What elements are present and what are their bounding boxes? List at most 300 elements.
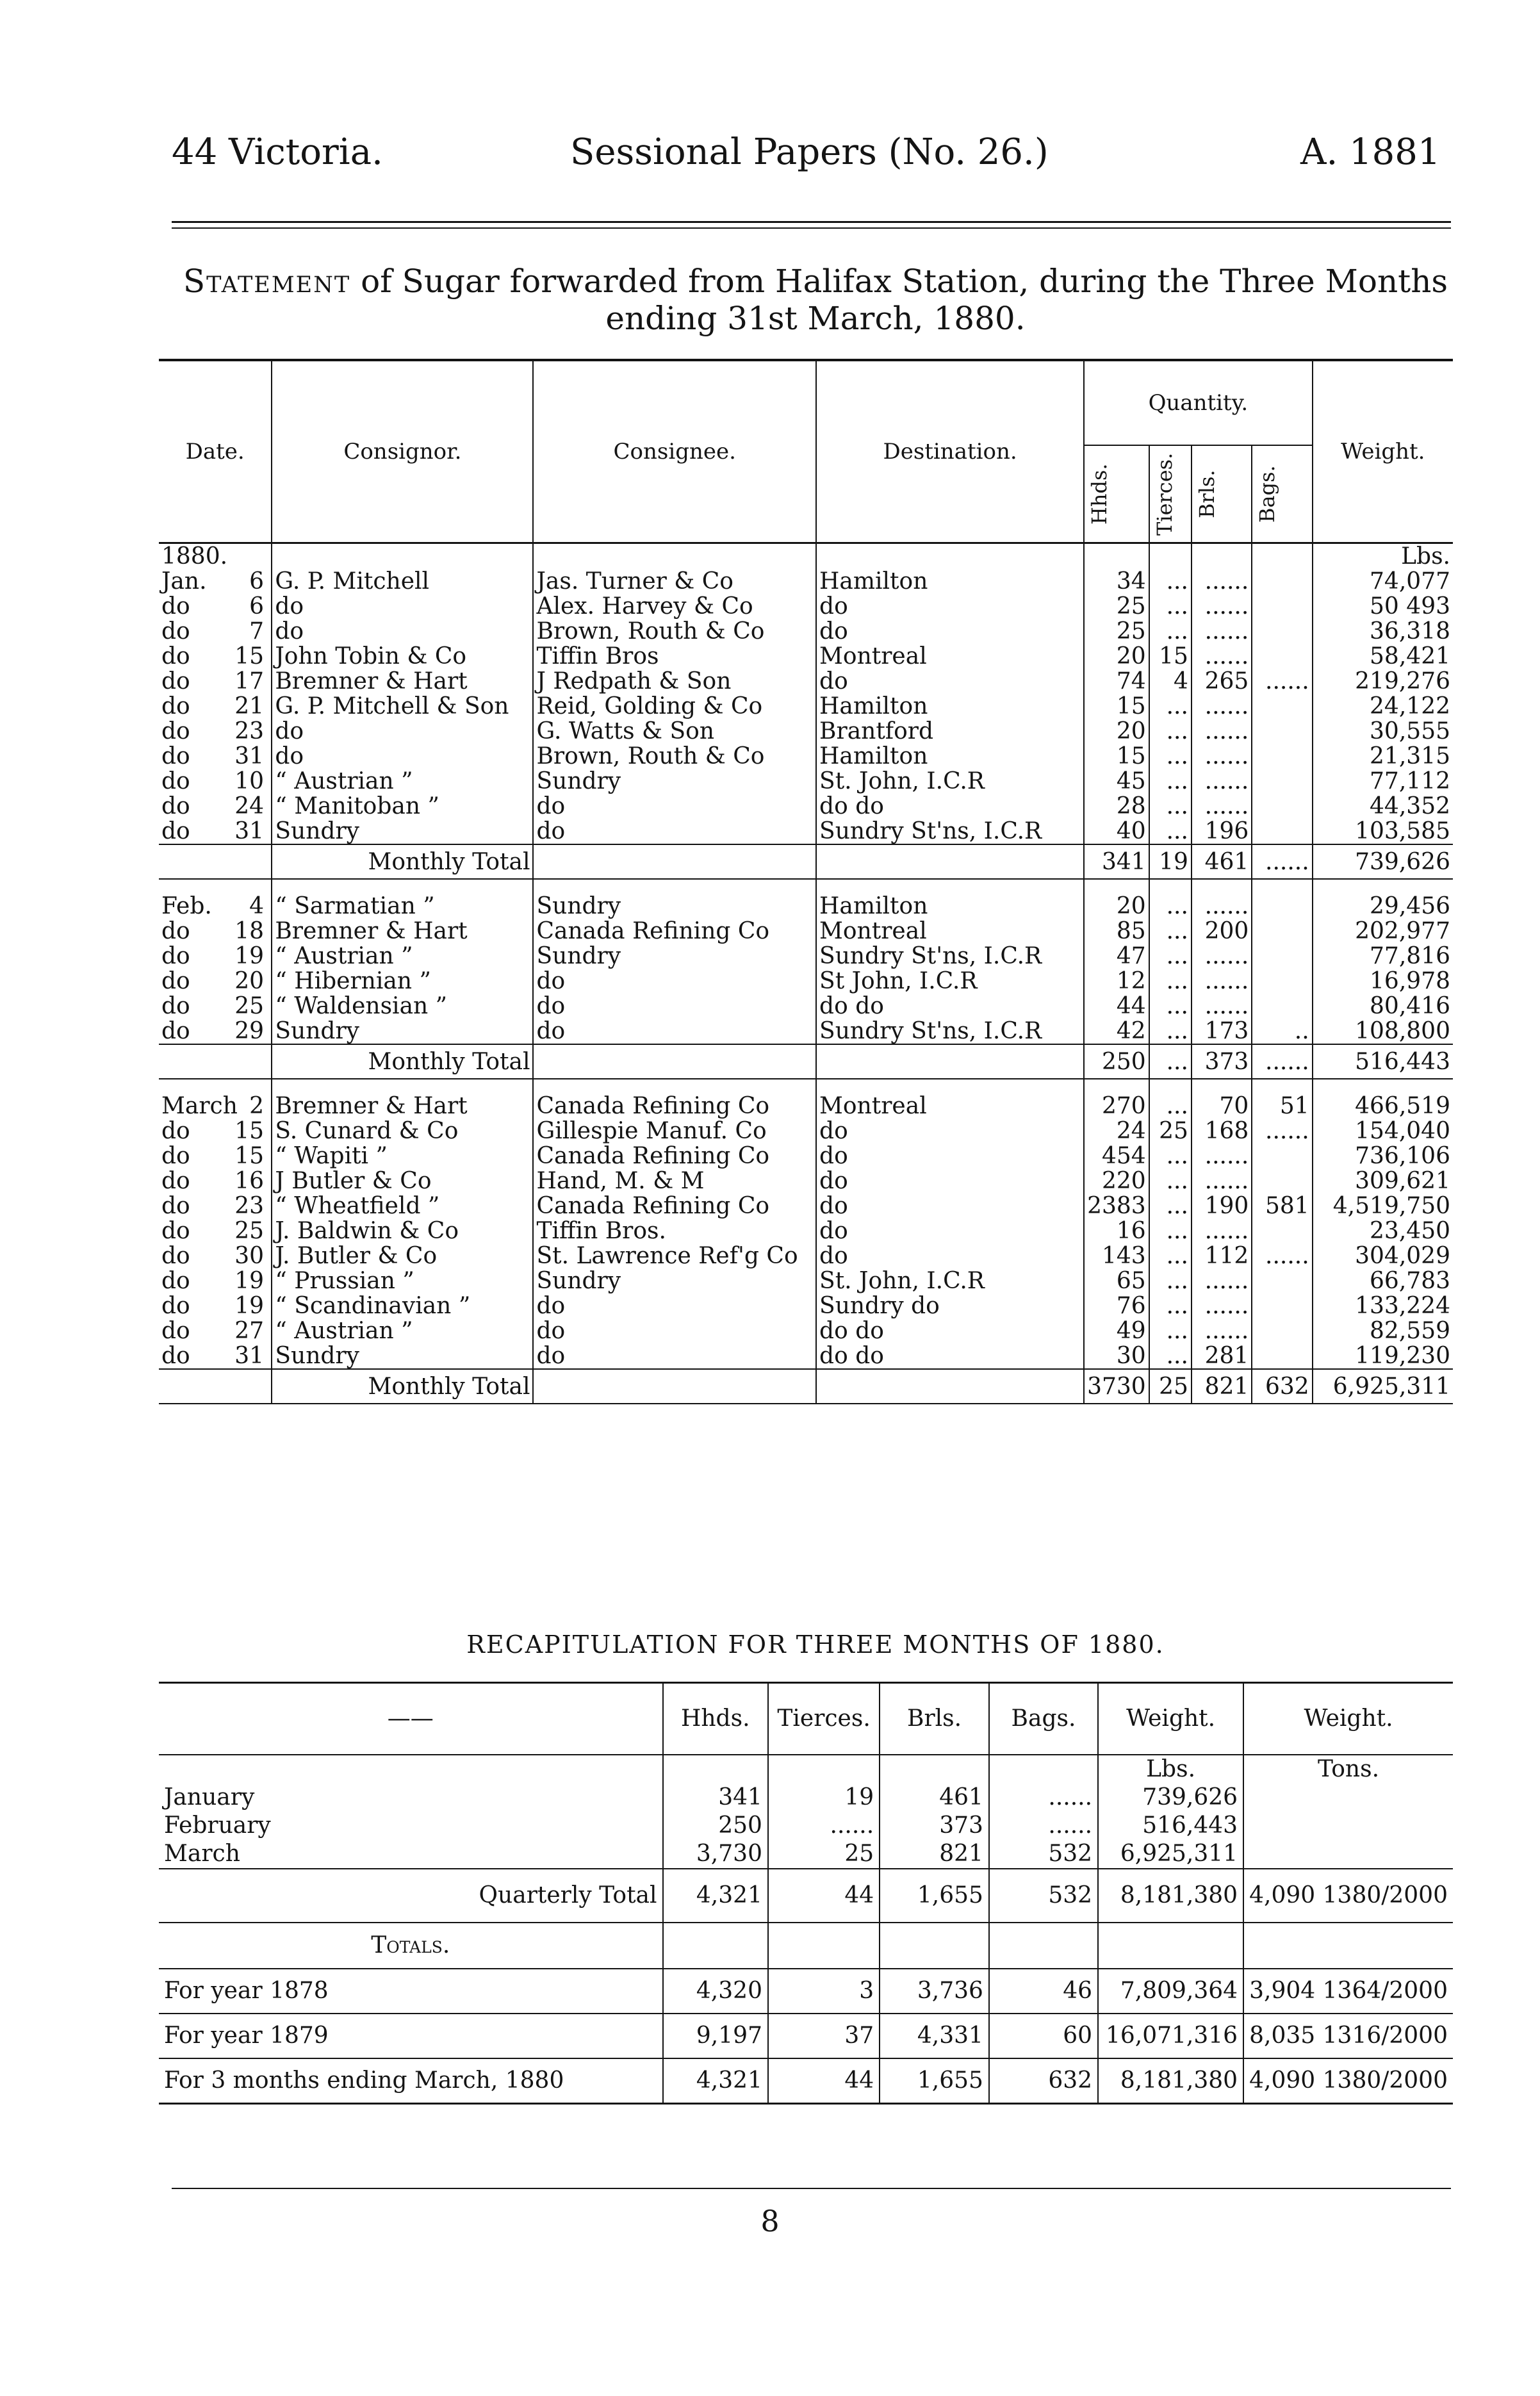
tierces-cell: ... — [1149, 894, 1192, 919]
totals-heading: Totals. — [371, 1932, 450, 1958]
date-cell — [159, 644, 272, 669]
table-row — [159, 669, 1453, 694]
monthly-total-label: Monthly Total — [272, 1369, 533, 1404]
recap-bags-cell: ...... — [989, 1812, 1098, 1840]
consignee-cell: do — [533, 1019, 816, 1044]
hhds-cell: 74 — [1084, 669, 1149, 694]
recap-hhds-cell: 3,730 — [663, 1840, 768, 1869]
destination-cell: Hamilton — [816, 744, 1084, 769]
recap-hhds-cell: 250 — [663, 1812, 768, 1840]
hhds-cell: 20 — [1084, 719, 1149, 744]
destination-cell: do — [816, 1194, 1084, 1219]
brls-cell: 821 — [1192, 1369, 1252, 1404]
recap-lbs-cell: 6,925,311 — [1098, 1840, 1243, 1869]
weight-unit: Lbs. — [1313, 543, 1453, 570]
hhds-cell: 24 — [1084, 1119, 1149, 1144]
hhds-cell: 85 — [1084, 919, 1149, 944]
day-label: 19 — [234, 943, 264, 969]
month-label: do — [161, 993, 190, 1019]
brls-cell: ...... — [1192, 944, 1252, 969]
hhds-cell: 49 — [1084, 1318, 1149, 1343]
day-label: 6 — [249, 568, 264, 595]
consignor-cell: “ Austrian ” — [272, 944, 533, 969]
monthly-total-label: Monthly Total — [272, 844, 533, 879]
table-row — [159, 1219, 1453, 1243]
bags-cell — [1252, 744, 1312, 769]
recap-lbs-cell: 7,809,364 — [1098, 1969, 1243, 2014]
date-cell — [159, 719, 272, 744]
consignee-cell: do — [533, 969, 816, 994]
brls-cell: ...... — [1192, 569, 1252, 594]
tierces-cell: 19 — [1149, 844, 1192, 879]
tierces-cell: ... — [1149, 769, 1192, 794]
monthly-total-label: Monthly Total — [272, 1044, 533, 1079]
consignor-cell: S. Cunard & Co — [272, 1119, 533, 1144]
month-label: do — [161, 1118, 190, 1144]
recap-col-weight-lbs: Weight. — [1098, 1683, 1243, 1755]
recap-hhds-cell: 4,320 — [663, 1969, 768, 2014]
month-label: do — [161, 693, 190, 719]
col-consignor: Consignor. — [272, 360, 533, 543]
weight-cell: 77,112 — [1313, 769, 1453, 794]
recap-table — [159, 1682, 1453, 2105]
recap-tierces-cell: 37 — [768, 2014, 880, 2058]
recap-month-row — [159, 1784, 1453, 1812]
consignor-cell: do — [272, 594, 533, 619]
consignor-cell: “ Austrian ” — [272, 1318, 533, 1343]
bags-cell — [1252, 1343, 1312, 1369]
date-cell — [159, 819, 272, 844]
month-label: do — [161, 943, 190, 969]
day-label: 29 — [234, 1018, 264, 1044]
recap-bags-cell: 632 — [989, 2058, 1098, 2103]
month-label: do — [161, 1293, 190, 1319]
date-cell — [159, 894, 272, 919]
brls-cell: ...... — [1192, 619, 1252, 644]
consignee-cell: Brown, Routh & Co — [533, 744, 816, 769]
month-label: do — [161, 1143, 190, 1169]
date-cell — [159, 1293, 272, 1318]
hhds-cell: 76 — [1084, 1293, 1149, 1318]
consignee-cell: Jas. Turner & Co — [533, 569, 816, 594]
leader-cell — [533, 1044, 816, 1079]
weight-cell: 736,106 — [1313, 1144, 1453, 1169]
consignor-cell: Bremner & Hart — [272, 1094, 533, 1119]
recap-tons-cell — [1243, 1840, 1453, 1869]
recap-tons-cell — [1243, 1784, 1453, 1812]
tierces-cell: ... — [1149, 1019, 1192, 1044]
table-row — [159, 619, 1453, 644]
recap-tierces-cell: 3 — [768, 1969, 880, 2014]
recap-month-row — [159, 1812, 1453, 1840]
recap-unit-lbs: Lbs. — [1098, 1755, 1243, 1784]
weight-cell: 516,443 — [1313, 1044, 1453, 1079]
leader-cell — [533, 844, 816, 879]
recap-bags-cell: ...... — [989, 1784, 1098, 1812]
recap-lbs-cell: 739,626 — [1098, 1784, 1243, 1812]
consignor-cell: do — [272, 619, 533, 644]
date-cell — [159, 944, 272, 969]
hhds-cell: 20 — [1084, 644, 1149, 669]
hhds-cell: 45 — [1084, 769, 1149, 794]
recap-tierces-cell: 44 — [768, 1869, 880, 1923]
recap-tons-cell — [1243, 1812, 1453, 1840]
destination-cell: Montreal — [816, 919, 1084, 944]
recap-bags-cell: 532 — [989, 1840, 1098, 1869]
tierces-cell: ... — [1149, 1044, 1192, 1079]
footer-rule — [172, 2188, 1451, 2189]
tierces-cell: ... — [1149, 1243, 1192, 1268]
total-date-cell — [159, 844, 272, 879]
tierces-cell: ... — [1149, 1194, 1192, 1219]
weight-cell: 21,315 — [1313, 744, 1453, 769]
destination-cell: Hamilton — [816, 569, 1084, 594]
table-row — [159, 1169, 1453, 1194]
recap-hhds-cell: 341 — [663, 1784, 768, 1812]
col-date: Date. — [185, 438, 245, 464]
consignee-cell: Sundry — [533, 1268, 816, 1293]
weight-cell: 36,318 — [1313, 619, 1453, 644]
day-label: 30 — [234, 1243, 264, 1269]
table-row — [159, 769, 1453, 794]
bags-cell — [1252, 1219, 1312, 1243]
bags-cell: ...... — [1252, 844, 1312, 879]
col-weight: Weight. — [1313, 360, 1453, 543]
bags-cell — [1252, 594, 1312, 619]
destination-cell: Sundry St'ns, I.C.R — [816, 944, 1084, 969]
brls-cell: 200 — [1192, 919, 1252, 944]
brls-cell: ...... — [1192, 994, 1252, 1019]
consignee-cell: Reid, Golding & Co — [533, 694, 816, 719]
brls-cell: ...... — [1192, 894, 1252, 919]
recap-tons-cell: 3,904 1364/2000 — [1243, 1969, 1453, 2014]
consignee-cell: Sundry — [533, 769, 816, 794]
table-row — [159, 969, 1453, 994]
recap-month-row-label: February — [164, 1812, 271, 1839]
consignor-cell: “ Prussian ” — [272, 1268, 533, 1293]
weight-cell: 304,029 — [1313, 1243, 1453, 1268]
col-hhds: Hhds. — [1087, 463, 1112, 525]
leader-cell — [533, 1369, 816, 1404]
hhds-cell: 270 — [1084, 1094, 1149, 1119]
date-cell — [159, 1119, 272, 1144]
tierces-cell: ... — [1149, 944, 1192, 969]
hhds-cell: 3730 — [1084, 1369, 1149, 1404]
hhds-cell: 20 — [1084, 894, 1149, 919]
recap-brls-cell: 373 — [880, 1812, 989, 1840]
brls-cell: ...... — [1192, 594, 1252, 619]
day-label: 21 — [234, 693, 264, 719]
empty-cell — [1098, 1923, 1243, 1969]
header-center: Sessional Papers (No. 26.) — [570, 131, 1049, 173]
date-cell — [159, 1268, 272, 1293]
weight-cell: 108,800 — [1313, 1019, 1453, 1044]
day-label: 4 — [249, 893, 264, 919]
recap-brls-cell: 821 — [880, 1840, 989, 1869]
col-consignee: Consignee. — [533, 360, 816, 543]
recap-bags-cell: 532 — [989, 1869, 1098, 1923]
monthly-total-row — [159, 1369, 1453, 1404]
destination-cell: do — [816, 1119, 1084, 1144]
table-row — [159, 1019, 1453, 1044]
destination-cell: St. John, I.C.R — [816, 1268, 1084, 1293]
month-label: Feb. — [161, 893, 212, 919]
brls-cell: ...... — [1192, 1219, 1252, 1243]
recap-col-hhds: Hhds. — [663, 1683, 768, 1755]
totals-row-label: For 3 months ending March, 1880 — [164, 2067, 564, 2094]
date-cell — [159, 969, 272, 994]
bags-cell — [1252, 1318, 1312, 1343]
table-row — [159, 944, 1453, 969]
sugar-statement-table — [159, 359, 1453, 1404]
table-row — [159, 894, 1453, 919]
destination-cell: do — [816, 594, 1084, 619]
day-label: 31 — [234, 743, 264, 769]
bags-cell: ...... — [1252, 669, 1312, 694]
title-lead: Statement — [183, 263, 351, 300]
tierces-cell: ... — [1149, 1219, 1192, 1243]
hhds-cell: 30 — [1084, 1343, 1149, 1369]
hhds-cell: 15 — [1084, 694, 1149, 719]
consignee-cell: Gillespie Manuf. Co — [533, 1119, 816, 1144]
bags-cell — [1252, 994, 1312, 1019]
recap-brls-cell: 1,655 — [880, 1869, 989, 1923]
destination-cell: do — [816, 1144, 1084, 1169]
recap-col-weight-tons: Weight. — [1243, 1683, 1453, 1755]
date-cell — [159, 1019, 272, 1044]
destination-cell: do — [816, 619, 1084, 644]
brls-cell: 168 — [1192, 1119, 1252, 1144]
date-cell — [159, 1194, 272, 1219]
weight-cell: 44,352 — [1313, 794, 1453, 819]
bags-cell — [1252, 1144, 1312, 1169]
day-label: 19 — [234, 1293, 264, 1319]
table-row — [159, 569, 1453, 594]
leader-cell — [816, 844, 1084, 879]
hhds-cell: 65 — [1084, 1268, 1149, 1293]
bags-cell — [1252, 894, 1312, 919]
consignee-cell: do — [533, 1318, 816, 1343]
brls-cell: ...... — [1192, 1318, 1252, 1343]
month-label: do — [161, 768, 190, 794]
destination-cell: Montreal — [816, 644, 1084, 669]
date-cell — [159, 994, 272, 1019]
bags-cell — [1252, 619, 1312, 644]
date-cell — [159, 619, 272, 644]
weight-cell: 29,456 — [1313, 894, 1453, 919]
destination-cell: Hamilton — [816, 694, 1084, 719]
consignee-cell: Canada Refining Co — [533, 1144, 816, 1169]
title-rest: of Sugar forwarded from Halifax Station, during the Three Months ending 31st March, 1880. — [350, 263, 1448, 337]
hhds-cell: 25 — [1084, 619, 1149, 644]
consignee-cell: Canada Refining Co — [533, 919, 816, 944]
consignor-cell: Bremner & Hart — [272, 919, 533, 944]
day-label: 20 — [234, 968, 264, 994]
hhds-cell: 2383 — [1084, 1194, 1149, 1219]
recap-unit-tons: Tons. — [1243, 1755, 1453, 1784]
table-row — [159, 594, 1453, 619]
tierces-cell: 15 — [1149, 644, 1192, 669]
weight-cell: 30,555 — [1313, 719, 1453, 744]
consignor-cell: “ Wheatfield ” — [272, 1194, 533, 1219]
bags-cell: 581 — [1252, 1194, 1312, 1219]
weight-cell: 23,450 — [1313, 1219, 1453, 1243]
day-label: 24 — [234, 793, 264, 819]
recap-col-brls: Brls. — [880, 1683, 989, 1755]
day-label: 23 — [234, 718, 264, 744]
recap-lbs-cell: 516,443 — [1098, 1812, 1243, 1840]
weight-cell: 4,519,750 — [1313, 1194, 1453, 1219]
table-row — [159, 694, 1453, 719]
consignor-cell: John Tobin & Co — [272, 644, 533, 669]
col-brls: Brls. — [1194, 470, 1219, 518]
totals-row-label: For year 1879 — [164, 2023, 329, 2049]
weight-cell: 24,122 — [1313, 694, 1453, 719]
table-row — [159, 644, 1453, 669]
tierces-cell: ... — [1149, 1318, 1192, 1343]
tierces-cell: ... — [1149, 1144, 1192, 1169]
recap-title: RECAPITULATION FOR THREE MONTHS OF 1880. — [466, 1630, 1165, 1659]
tierces-cell: ... — [1149, 1343, 1192, 1369]
recap-lbs-cell: 8,181,380 — [1098, 1869, 1243, 1923]
weight-cell: 119,230 — [1313, 1343, 1453, 1369]
consignor-cell: “ Sarmatian ” — [272, 894, 533, 919]
destination-cell: Brantford — [816, 719, 1084, 744]
date-cell — [159, 1169, 272, 1194]
consignee-cell: J Redpath & Son — [533, 669, 816, 694]
bags-cell — [1252, 694, 1312, 719]
month-label: do — [161, 1218, 190, 1244]
recap-brls-cell: 1,655 — [880, 2058, 989, 2103]
weight-cell: 202,977 — [1313, 919, 1453, 944]
consignor-cell: do — [272, 744, 533, 769]
recap-tons-cell: 4,090 1380/2000 — [1243, 1869, 1453, 1923]
recap-col-tierces: Tierces. — [768, 1683, 880, 1755]
tierces-cell: ... — [1149, 694, 1192, 719]
weight-cell: 82,559 — [1313, 1318, 1453, 1343]
bags-cell — [1252, 1293, 1312, 1318]
header-right: A. 1881 — [1300, 131, 1441, 173]
date-cell — [159, 694, 272, 719]
col-destination: Destination. — [816, 360, 1084, 543]
empty-cell — [768, 1923, 880, 1969]
day-label: 2 — [249, 1093, 264, 1119]
destination-cell: do do — [816, 1318, 1084, 1343]
month-label: do — [161, 1268, 190, 1294]
spacer-row — [159, 1079, 1453, 1094]
month-label: do — [161, 1243, 190, 1269]
brls-cell: 70 — [1192, 1094, 1252, 1119]
brls-cell: ...... — [1192, 1268, 1252, 1293]
recap-lbs-cell: 8,181,380 — [1098, 2058, 1243, 2103]
destination-cell: do do — [816, 794, 1084, 819]
consignor-cell: “ Austrian ” — [272, 769, 533, 794]
bags-cell: .. — [1252, 1019, 1312, 1044]
consignor-cell: Sundry — [272, 1343, 533, 1369]
table-row — [159, 719, 1453, 744]
hhds-cell: 34 — [1084, 569, 1149, 594]
consignee-cell: Canada Refining Co — [533, 1194, 816, 1219]
bags-cell — [1252, 969, 1312, 994]
tierces-cell: ... — [1149, 619, 1192, 644]
leader-cell — [816, 1369, 1084, 1404]
tierces-cell: ... — [1149, 794, 1192, 819]
month-label: do — [161, 593, 190, 620]
brls-cell: ...... — [1192, 794, 1252, 819]
month-label: do — [161, 1318, 190, 1344]
brls-cell: ...... — [1192, 1169, 1252, 1194]
recap-bags-cell: 46 — [989, 1969, 1098, 2014]
consignee-cell: Sundry — [533, 894, 816, 919]
hhds-cell: 40 — [1084, 819, 1149, 844]
destination-cell: Sundry do — [816, 1293, 1084, 1318]
hhds-cell: 15 — [1084, 744, 1149, 769]
totals-row-label: For year 1878 — [164, 1978, 329, 2004]
destination-cell: Sundry St'ns, I.C.R — [816, 1019, 1084, 1044]
consignee-cell: do — [533, 994, 816, 1019]
date-cell — [159, 769, 272, 794]
brls-cell: ...... — [1192, 744, 1252, 769]
year-label: 1880. — [161, 543, 228, 570]
weight-cell: 133,224 — [1313, 1293, 1453, 1318]
bags-cell — [1252, 719, 1312, 744]
quarterly-total-row-label: Quarterly Total — [479, 1882, 657, 1908]
table-row — [159, 1343, 1453, 1369]
recap-brls-cell: 4,331 — [880, 2014, 989, 2058]
consignor-cell: Sundry — [272, 819, 533, 844]
date-cell — [159, 669, 272, 694]
month-label: do — [161, 643, 190, 669]
consignor-cell: G. P. Mitchell & Son — [272, 694, 533, 719]
month-label: Jan. — [161, 568, 207, 595]
consignee-cell: Hand, M. & M — [533, 1169, 816, 1194]
table-row — [159, 1119, 1453, 1144]
tierces-cell: ... — [1149, 1094, 1192, 1119]
empty-cell — [880, 1923, 989, 1969]
month-label: do — [161, 618, 190, 644]
weight-cell: 466,519 — [1313, 1094, 1453, 1119]
recap-hhds-cell: 9,197 — [663, 2014, 768, 2058]
destination-cell: Hamilton — [816, 894, 1084, 919]
table-row — [159, 1094, 1453, 1119]
recap-tons-cell: 8,035 1316/2000 — [1243, 2014, 1453, 2058]
consignee-cell: do — [533, 1343, 816, 1369]
tierces-cell: ... — [1149, 719, 1192, 744]
date-cell — [159, 1243, 272, 1268]
day-label: 17 — [234, 668, 264, 694]
consignor-cell: Bremner & Hart — [272, 669, 533, 694]
page-number: 8 — [760, 2204, 780, 2238]
monthly-total-row — [159, 844, 1453, 879]
month-label: do — [161, 1193, 190, 1219]
recap-tierces-cell: 19 — [768, 1784, 880, 1812]
consignee-cell: do — [533, 1293, 816, 1318]
month-label: do — [161, 793, 190, 819]
weight-cell: 58,421 — [1313, 644, 1453, 669]
day-label: 31 — [234, 818, 264, 844]
totals-heading-row — [159, 1923, 1453, 1969]
day-label: 18 — [234, 918, 264, 944]
bags-cell: 632 — [1252, 1369, 1312, 1404]
bags-cell: ...... — [1252, 1119, 1312, 1144]
tierces-cell: 25 — [1149, 1119, 1192, 1144]
tierces-cell: ... — [1149, 1268, 1192, 1293]
destination-cell: do do — [816, 1343, 1084, 1369]
recap-tierces-cell: 44 — [768, 2058, 880, 2103]
hhds-cell: 42 — [1084, 1019, 1149, 1044]
consignor-cell: J. Butler & Co — [272, 1243, 533, 1268]
bags-cell: 51 — [1252, 1094, 1312, 1119]
